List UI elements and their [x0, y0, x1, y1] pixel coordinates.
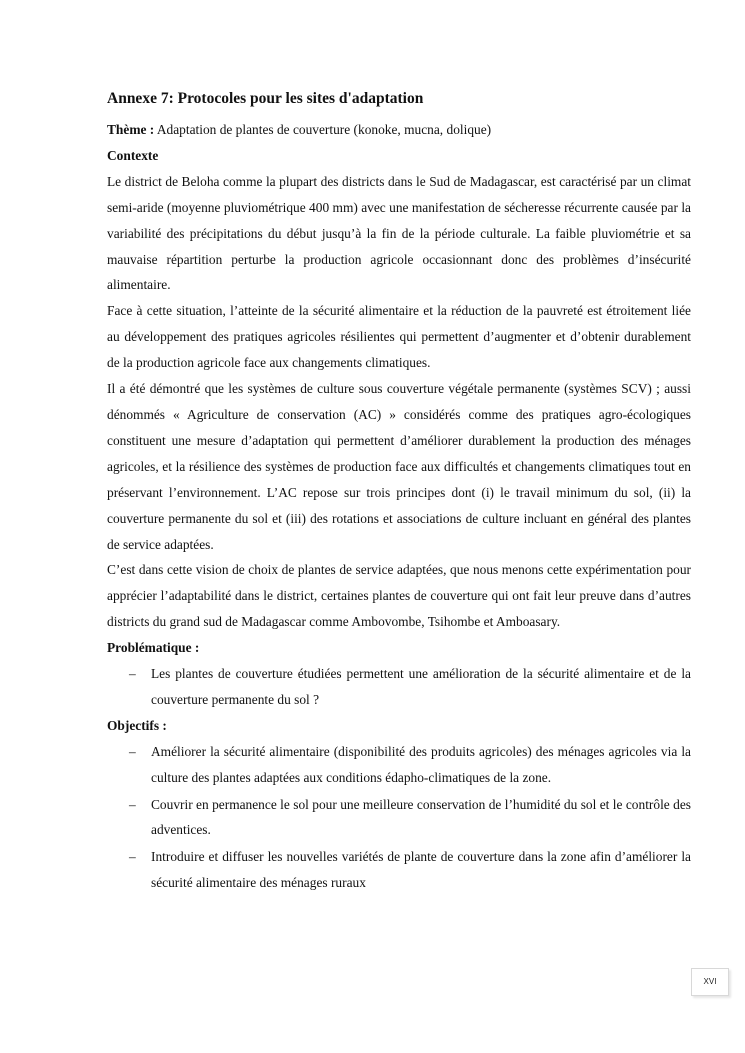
dash-bullet: –	[129, 666, 136, 682]
contexte-paragraph: Le district de Beloha comme la plupart des districts dans le Sud de Madagascar, est caractérisé par un climat semi-aride (moyenne pluviométrique 400 mm) avec une manifestation de sécheresse récurrente causée par la variabilité des précipitations du début jusqu’à la fin de la période culturale. La faible pluviométrie et sa mauvaise répartition perturbe la production agricole occasionnant donc des problèmes d’insécurité alimentaire.	[107, 173, 691, 293]
list-item	[107, 739, 691, 791]
problematique-list	[107, 661, 691, 713]
dash-bullet: –	[129, 796, 136, 812]
theme-label: Thème :	[107, 122, 155, 137]
list-item-text: Les plantes de couverture étudiées permettent une amélioration de la sécurité alimentaire et de la couverture permanente du sol ?	[151, 666, 691, 707]
list-item	[107, 844, 691, 896]
problematique-heading: Problématique :	[107, 640, 200, 656]
objectifs-heading: Objectifs :	[107, 717, 167, 733]
theme-line	[107, 117, 691, 143]
contexte-paragraph: Il a été démontré que les systèmes de culture sous couverture végétale permanente (systèmes SCV) ; aussi dénommés « Agriculture de conservation (AC) » considérés comme des pratiques agro-écologiques constituent une mesure d’adaptation qui permettent d’améliorer durablement la production des ménages agricoles, et la résilience des systèmes de production face aux difficultés et changements climatiques tout en préservant l’environnement. L’AC repose sur trois principes dont (i) le travail minimum du sol, (ii) la couverture permanente du sol et (iii) des rotations et associations de culture incluant en général des plantes de service adaptées.	[107, 381, 691, 552]
contexte-paragraph: C’est dans cette vision de choix de plantes de service adaptées, que nous menons cette expérimentation pour apprécier l’adaptabilité dans le district, certaines plantes de couverture qui ont fait leur preuve dans d’autres districts du grand sud de Madagascar comme Ambovombe, Tsihombe et Amboasary.	[107, 562, 691, 630]
contexte-paragraph: Face à cette situation, l’atteinte de la sécurité alimentaire et la réduction de la pauvreté est étroitement liée au développement des pratiques agricoles résilientes qui permettent d’augmenter et d’obtenir durablement de la production agricole face aux changements climatiques.	[107, 303, 691, 371]
list-item-text: Introduire et diffuser les nouvelles variétés de plante de couverture dans la zone afin d’améliorer la sécurité alimentaire des ménages ruraux	[151, 849, 691, 891]
list-item	[107, 661, 691, 713]
contexte-heading: Contexte	[107, 147, 159, 163]
page-number: XVI	[691, 968, 729, 996]
list-item-text: Couvrir en permanence le sol pour une meilleure conservation de l’humidité du sol et le contrôle des adventices.	[151, 796, 691, 838]
theme-value: Adaptation de plantes de couverture (konoke, mucna, dolique)	[156, 122, 492, 137]
dash-bullet: –	[129, 743, 136, 759]
dash-bullet: –	[129, 849, 136, 865]
objectifs-list	[107, 739, 691, 896]
document-page	[107, 88, 691, 896]
annex-title: Annexe 7: Protocoles pour les sites d'adaptation	[107, 90, 424, 107]
list-item-text: Améliorer la sécurité alimentaire (disponibilité des produits agricoles) des ménages agricoles via la culture des plantes adaptées aux conditions édapho-climatiques de la zone.	[151, 743, 691, 785]
list-item	[107, 792, 691, 844]
